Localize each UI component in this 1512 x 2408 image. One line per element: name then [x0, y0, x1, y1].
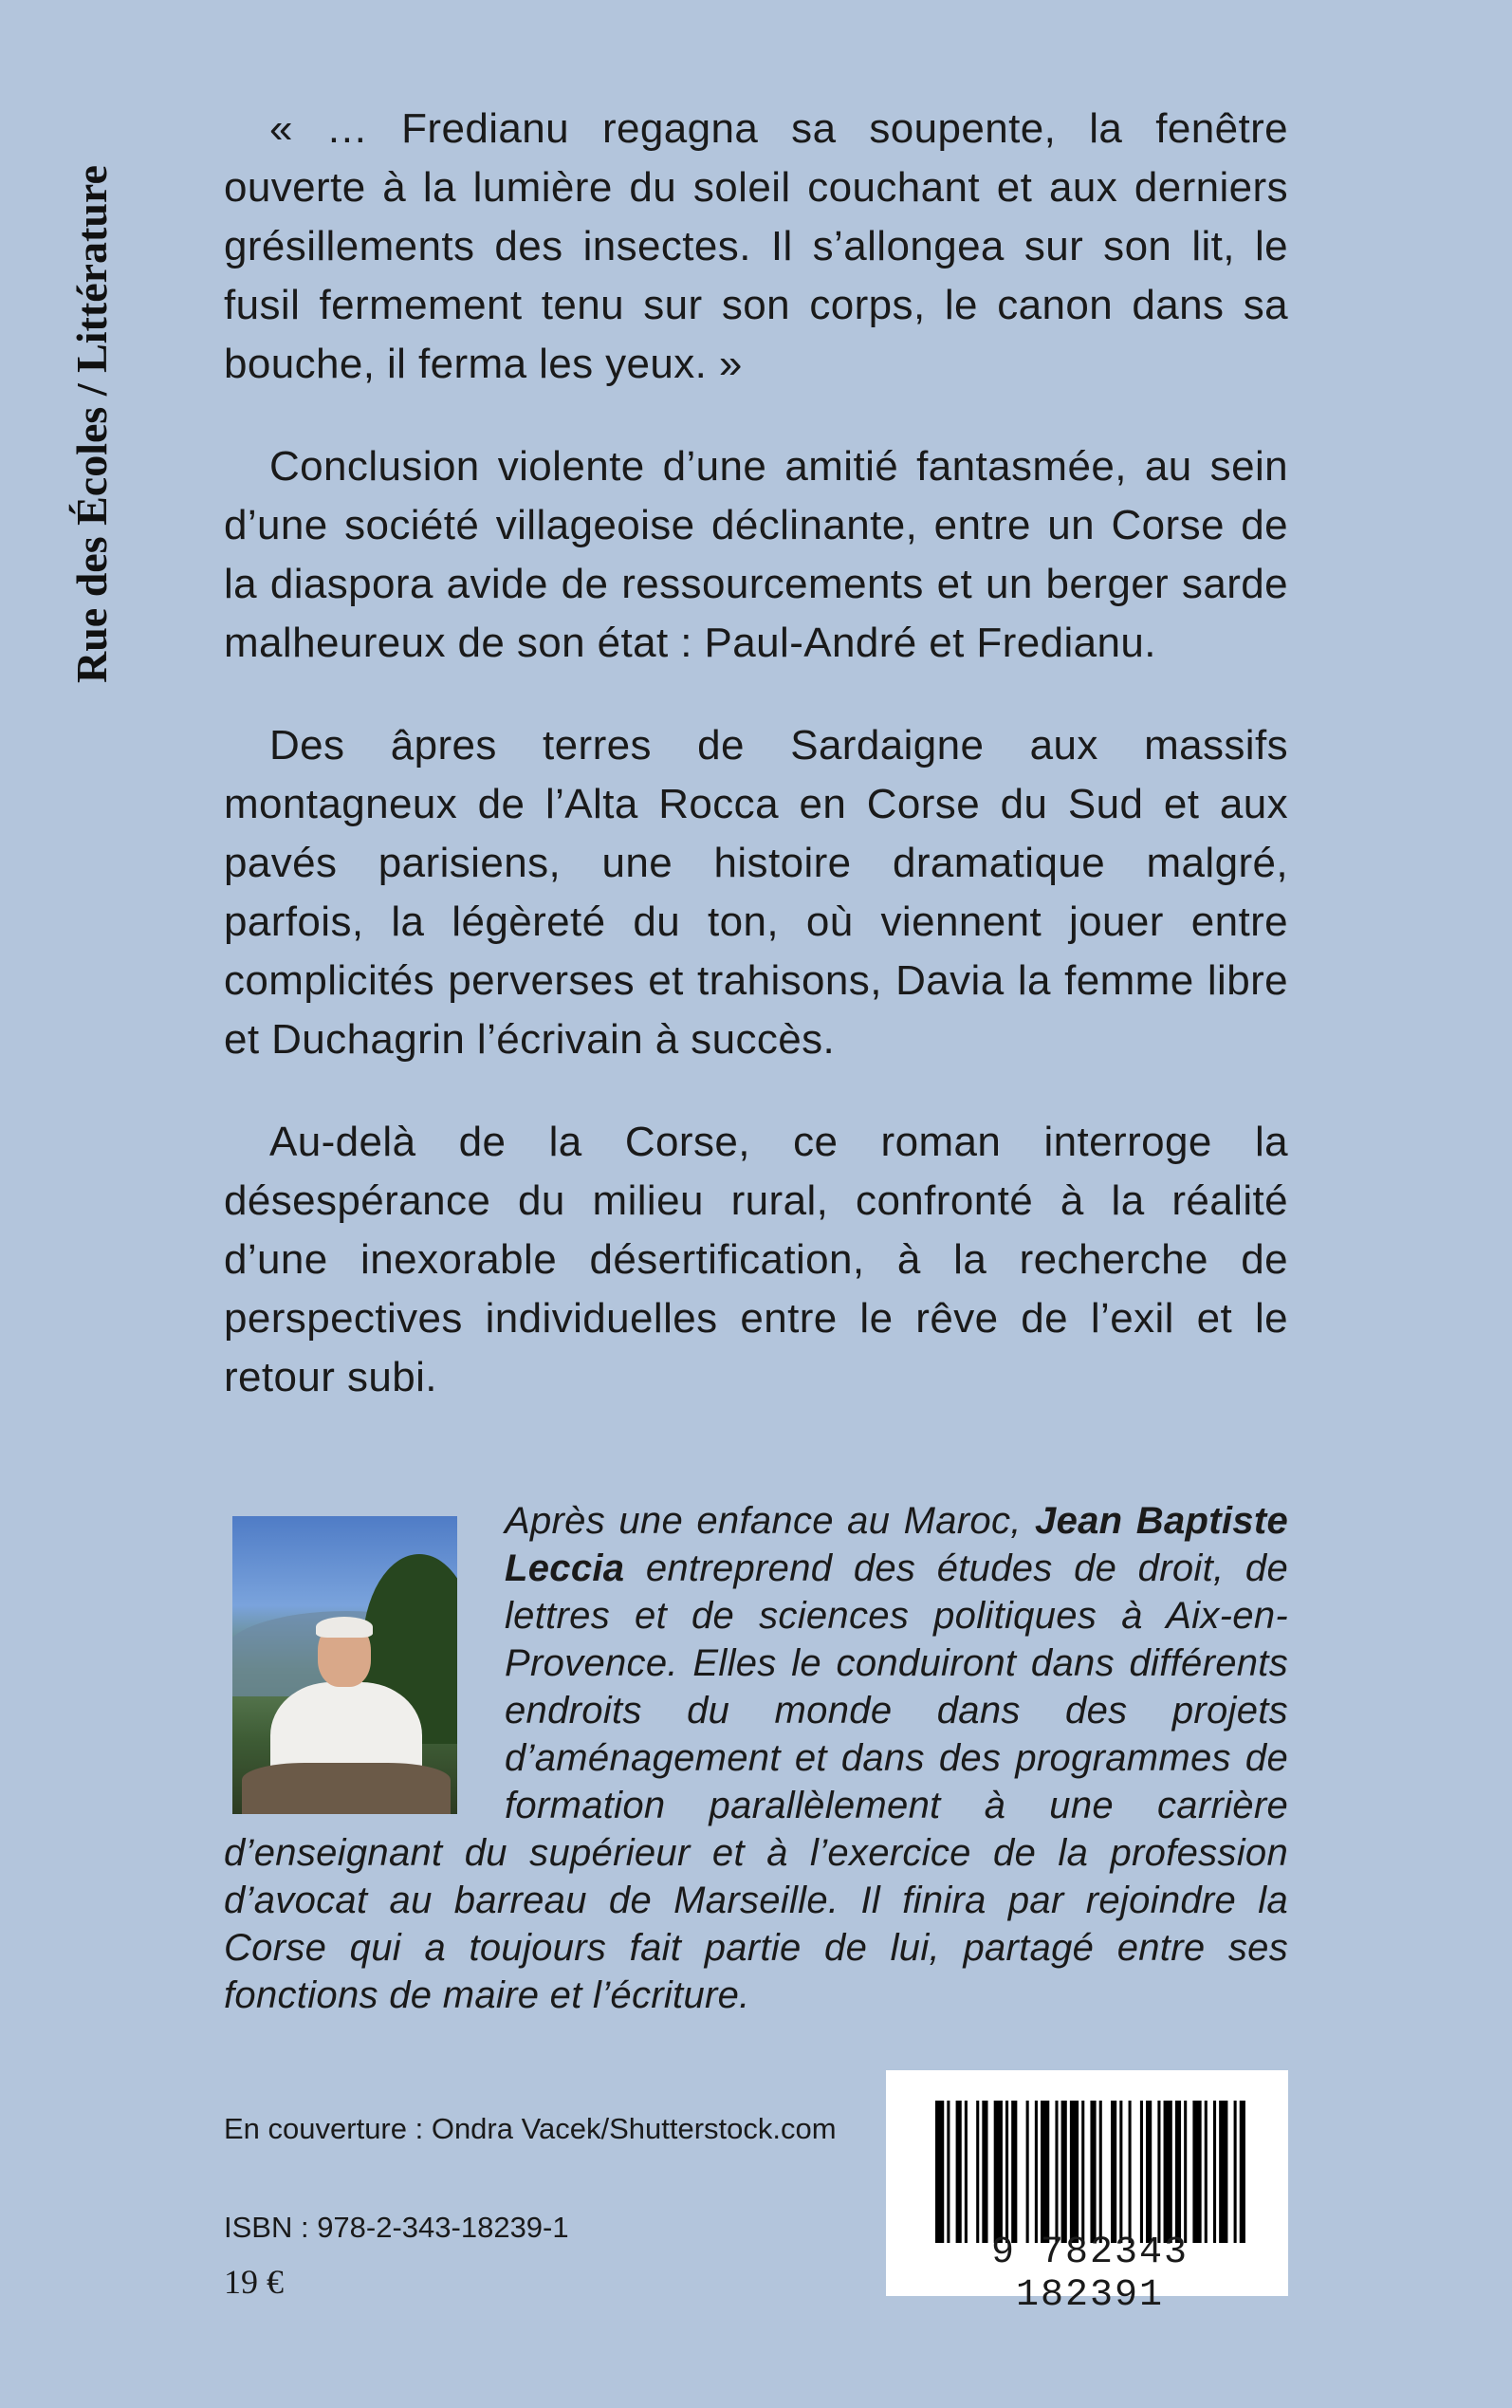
excerpt-paragraph: « … Fredianu regagna sa soupente, la fenêtre ouverte à la lumière du soleil couchant et aux derniers grésillements des insectes. Il s’allongea sur son lit, le fusil fermement tenu sur son corps, le canon dans sa bouche, il ferma les yeux. »: [224, 105, 1288, 387]
barcode-bar: [1005, 2101, 1008, 2243]
barcode-bar: [1140, 2101, 1143, 2243]
barcode-bar: [965, 2101, 968, 2243]
isbn: ISBN : 978-2-343-18239-1: [224, 2211, 569, 2244]
spine-title: Rue des Écoles / Littérature: [67, 165, 116, 683]
barcode-bars: [935, 2101, 1248, 2243]
barcode-bar: [1011, 2101, 1017, 2243]
barcode-bar: [1205, 2101, 1208, 2243]
summary-paragraph-1: Conclusion violente d’une amitié fantasmée, au sein d’une société villageoise déclinante, entre un Corse de la diaspora avide de ressourcements et un berger sarde malheureux de son état : Paul-André et Fredianu.: [224, 443, 1288, 666]
barcode-bar: [947, 2101, 950, 2243]
author-photo: [232, 1516, 457, 1814]
barcode-bar: [1119, 2101, 1122, 2243]
barcode-bar: [1129, 2101, 1132, 2243]
price: 19 €: [224, 2263, 284, 2301]
back-cover-text: [224, 100, 1288, 1451]
barcode-bar: [976, 2101, 979, 2243]
barcode-bar: [1240, 2101, 1245, 2243]
author-bio: [224, 1497, 1288, 2019]
barcode-bar: [1081, 2101, 1084, 2243]
barcode-bar: [1090, 2101, 1096, 2243]
summary-paragraph-3: Au-delà de la Corse, ce roman interroge la désespérance du milieu rural, confronté à la réalité d’une inexorable désertification, à la recherche de perspectives individuelles entre le rêve de l’exil et le retour subi.: [224, 1119, 1288, 1400]
barcode-digits: 9 782343 182391: [990, 2232, 1189, 2317]
barcode-bar: [1157, 2101, 1160, 2243]
barcode-bar: [935, 2101, 944, 2243]
barcode-bar: [1234, 2101, 1237, 2243]
barcode-bar: [1026, 2101, 1029, 2243]
barcode-bar: [1213, 2101, 1216, 2243]
barcode-bar: [994, 2101, 1003, 2243]
barcode-bar: [1055, 2101, 1058, 2243]
barcode-bar: [1192, 2101, 1201, 2243]
barcode-bar: [1146, 2101, 1152, 2243]
cover-credit: En couverture : Ondra Vacek/Shutterstock.com: [224, 2112, 837, 2145]
barcode-bar: [1035, 2101, 1038, 2243]
barcode-bar: [1219, 2101, 1227, 2243]
barcode-bar: [1070, 2101, 1079, 2243]
summary-paragraph-2: Des âpres terres de Sardaigne aux massifs montagneux de l’Alta Rocca en Corse du Sud et aux pavés parisiens, une histoire dramatique malgré, parfois, la légèreté du ton, où viennent jouer entre complicités perverses et trahisons, Davia la femme libre et Duchagrin l’écrivain à succès.: [224, 722, 1288, 1063]
barcode-bar: [982, 2101, 987, 2243]
bio-rest: entreprend des études de droit, de lettres et de sciences politiques à Aix-en-Provence. Elles le conduiront dans différents endroits du monde dans des projets d’aménagement et dans des programmes de formation parallèlement à une carrière d’enseignant du supérieur et à l’exercice de la profession d’avocat au barreau de Marseille. Il finira par rejoindre la Corse qui a toujours fait partie de lui, partagé entre ses fonctions de maire et l’écriture.: [224, 1547, 1288, 2016]
barcode-bar: [956, 2101, 962, 2243]
barcode-bar: [1061, 2101, 1067, 2243]
author-name: Jean Baptiste Leccia: [505, 1500, 1288, 1589]
barcode-bar: [1111, 2101, 1116, 2243]
barcode-bar: [1099, 2101, 1102, 2243]
barcode-bar: [1184, 2101, 1187, 2243]
barcode-bar: [1164, 2101, 1172, 2243]
barcode-bar: [1175, 2101, 1181, 2243]
barcode-bar: [1041, 2101, 1049, 2243]
barcode: [886, 2070, 1288, 2317]
bio-intro: Après une enfance au Maroc,: [505, 1500, 1036, 1542]
